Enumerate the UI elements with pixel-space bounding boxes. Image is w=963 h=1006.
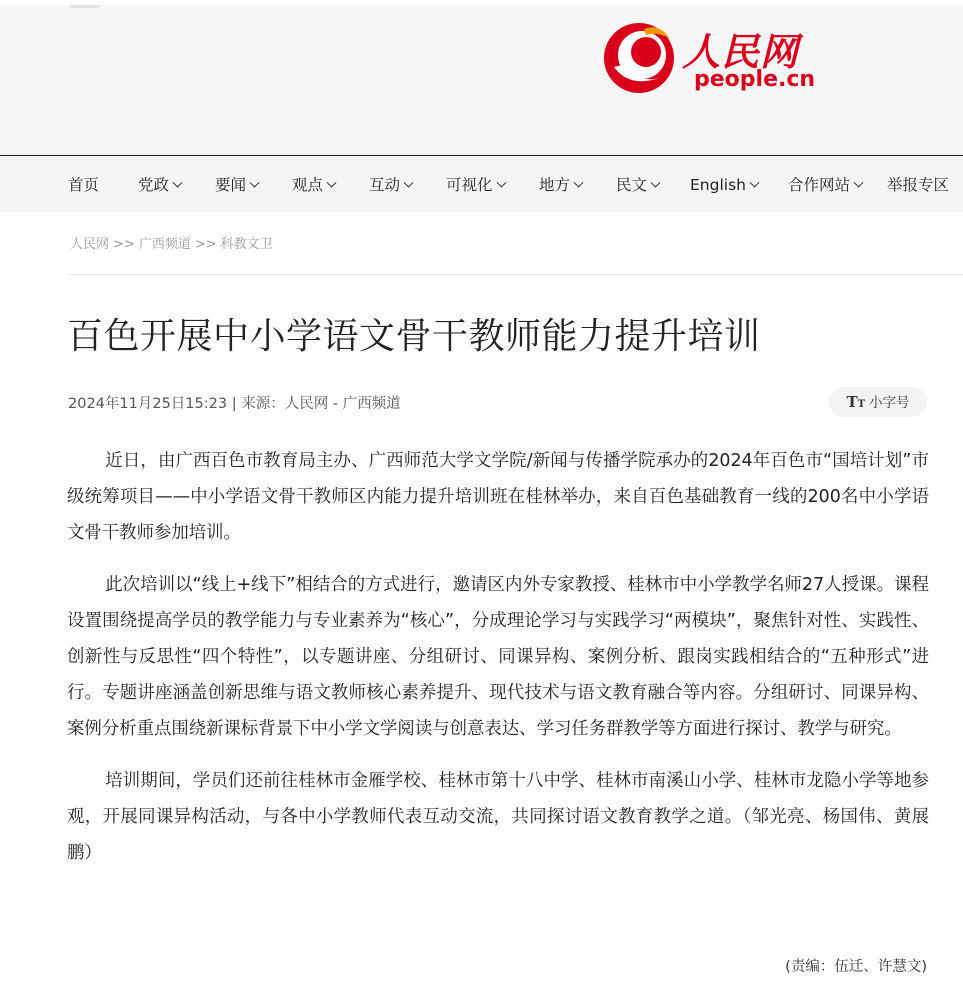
article-datetime: 2024年11月25日15:23 xyxy=(68,396,228,412)
nav-opinion[interactable]: 观点 xyxy=(292,156,335,213)
article-source-link[interactable]: 人民网 - 广西频道 xyxy=(284,396,401,412)
text-size-icon: TT xyxy=(846,393,866,411)
nav-home[interactable]: 首页 xyxy=(68,176,100,194)
nav-local[interactable]: 地方 xyxy=(539,156,582,213)
chevron-down-icon xyxy=(327,178,337,188)
main-nav xyxy=(0,155,963,212)
font-size-toggle-button[interactable] xyxy=(829,387,927,417)
chevron-down-icon xyxy=(173,178,183,188)
article-meta xyxy=(68,392,401,413)
nav-news[interactable]: 要闻 xyxy=(215,156,258,213)
nav-english[interactable]: English xyxy=(690,156,758,213)
nav-visual[interactable]: 可视化 xyxy=(446,156,505,213)
nav-report[interactable]: 举报专区 xyxy=(887,176,950,194)
nav-party-gov[interactable]: 党政 xyxy=(138,156,181,213)
chevron-down-icon xyxy=(250,178,260,188)
nav-interact[interactable]: 互动 xyxy=(369,156,412,213)
article-paragraph: 培训期间，学员们还前往桂林市金雁学校、桂林市第十八中学、桂林市南溪山小学、桂林市龙隐小学等地参观，开展同课异构活动，与各中小学教师代表互动交流，共同探讨语文教育教学之道。（邹光亮、杨国伟、黄展鹏） xyxy=(67,771,929,863)
chevron-down-icon xyxy=(496,178,506,188)
nav-partner-sites[interactable]: 合作网站 xyxy=(788,156,862,213)
nav-minority-lang[interactable]: 民文 xyxy=(616,156,659,213)
chevron-down-icon xyxy=(854,178,864,188)
chevron-down-icon xyxy=(651,178,661,188)
article-paragraph: 近日，由广西百色市教育局主办、广西师范大学文学院/新闻与传播学院承办的2024年百色市“国培计划”市级统筹项目——中小学语文骨干教师区内能力提升培训班在桂林举办，来自百色基础教育一线的200名中小学语文骨干教师参加培训。 xyxy=(67,451,929,543)
breadcrumb xyxy=(70,233,273,252)
breadcrumb-people[interactable]: 人民网 xyxy=(70,237,110,252)
logo-chinese-text: 人民网 xyxy=(682,29,800,74)
people-logo-emblem-icon xyxy=(600,19,678,97)
source-label: | 来源： xyxy=(231,396,285,412)
chevron-down-icon xyxy=(574,178,584,188)
breadcrumb-sci-edu[interactable]: 科教文卫 xyxy=(220,237,273,252)
article-editor: (责编：伍迁、许慧文) xyxy=(785,959,927,975)
top-strip xyxy=(70,5,100,8)
article-body xyxy=(67,443,929,887)
font-size-label: 小字号 xyxy=(869,395,910,411)
breadcrumb-separator: >> xyxy=(194,237,217,252)
logo-domain-text: people.cn xyxy=(694,67,816,92)
people-logo[interactable] xyxy=(600,17,820,97)
breadcrumb-separator: >> xyxy=(113,237,135,252)
article-title: 百色开展中小学语文骨干教师能力提升培训 xyxy=(67,316,761,357)
article-paragraph: 此次培训以“线上+线下”相结合的方式进行，邀请区内外专家教授、桂林市中小学教学名师27人授课。课程设置围绕提高学员的教学能力与专业素养为“核心”，分成理论学习与实践学习“两模块”，聚焦针对性、实践性、创新性与反思性“四个特性”，以专题讲座、分组研讨、同课异构、案例分析、跟岗实践相结合的“五种形式”进行。专题讲座涵盖创新思维与语文教师核心素养提升、现代技术与语文教育融合等内容。分组研讨、同课异构、案例分析重点围绕新课标背景下中小学文学阅读与创意表达、学习任务群教学等方面进行探讨、教学与研究。 xyxy=(67,575,929,739)
breadcrumb-guangxi[interactable]: 广西频道 xyxy=(138,237,191,252)
chevron-down-icon xyxy=(750,178,760,188)
top-header xyxy=(0,0,963,155)
chevron-down-icon xyxy=(404,178,414,188)
header-divider xyxy=(68,274,963,275)
